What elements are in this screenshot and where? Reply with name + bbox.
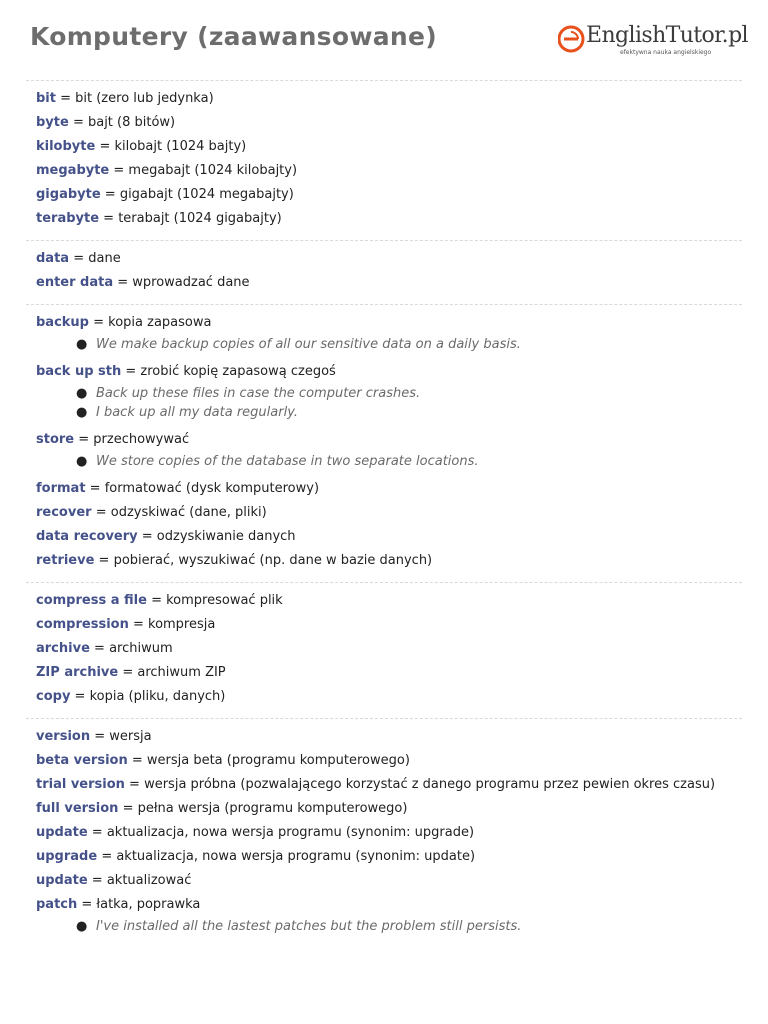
example-text: Back up these files in case the computer crashes.: [96, 386, 421, 401]
example-text: We make backup copies of all our sensitive data on a daily basis.: [96, 337, 521, 352]
example-list: [36, 917, 732, 942]
englishtutor-logo[interactable]: [558, 22, 748, 60]
vocab-entry: [36, 183, 732, 207]
vocab-entry: [36, 477, 732, 501]
vocab-definition: = pełna wersja (programu komputerowego): [118, 801, 408, 816]
vocabulary-section: [26, 240, 742, 304]
vocab-term: store: [36, 432, 75, 447]
example-text: I back up all my data regularly.: [96, 405, 299, 420]
vocab-entry: [36, 207, 732, 231]
vocab-definition: = wersja próbna (pozwalającego korzystać z danego programu przez pewien okres czasu): [124, 777, 716, 792]
vocab-definition: = przechowywać: [74, 432, 190, 447]
vocab-definition: = aktualizacja, nowa wersja programu (synonim: upgrade): [87, 825, 475, 840]
vocab-entry: [36, 773, 732, 797]
vocab-term: ZIP archive: [36, 665, 119, 680]
vocab-entry: [36, 637, 732, 661]
vocab-definition: = wprowadzać dane: [113, 275, 250, 290]
page-title: Komputery (zaawansowane): [30, 22, 437, 51]
vocab-term: update: [36, 873, 88, 888]
vocab-definition: = gigabajt (1024 megabajty): [100, 187, 294, 202]
vocab-entry: [36, 525, 732, 549]
vocab-term: archive: [36, 641, 90, 656]
vocab-definition: = megabajt (1024 kilobajty): [109, 163, 298, 178]
vocabulary-list: [0, 80, 768, 951]
vocab-term: compress a file: [36, 593, 147, 608]
bullet-icon: ●: [76, 386, 88, 401]
vocab-entry: [36, 725, 732, 749]
vocab-entry: [36, 589, 732, 613]
vocab-definition: = odzyskiwać (dane, pliki): [91, 505, 267, 520]
vocab-definition: = aktualizować: [87, 873, 192, 888]
vocab-entry: [36, 845, 732, 869]
vocab-entry: [36, 159, 732, 183]
vocab-entry: [36, 87, 732, 111]
logo-name: EnglishTutor.pl: [586, 23, 748, 48]
example-sentence: [76, 452, 732, 471]
vocabulary-section: [26, 582, 742, 718]
vocab-definition: = zrobić kopię zapasową czegoś: [121, 364, 336, 379]
vocab-definition: = kopia (pliku, danych): [70, 689, 226, 704]
vocab-term: backup: [36, 315, 89, 330]
vocabulary-section: [26, 80, 742, 240]
vocab-definition: = archiwum ZIP: [118, 665, 226, 680]
vocab-term: compression: [36, 617, 129, 632]
example-sentence: [76, 403, 732, 422]
vocab-entry: [36, 360, 732, 384]
example-text: I've installed all the lastest patches but the problem still persists.: [96, 919, 522, 934]
bullet-icon: ●: [76, 919, 88, 934]
bullet-icon: ●: [76, 405, 88, 420]
vocab-entry: [36, 111, 732, 135]
vocab-term: trial version: [36, 777, 125, 792]
example-list: [36, 384, 732, 428]
vocabulary-section: [26, 304, 742, 582]
vocab-entry: [36, 661, 732, 685]
example-text: We store copies of the database in two separate locations.: [96, 454, 479, 469]
vocab-term: copy: [36, 689, 71, 704]
vocab-entry: [36, 869, 732, 893]
vocab-definition: = wersja: [90, 729, 152, 744]
example-list: [36, 452, 732, 477]
vocab-term: kilobyte: [36, 139, 96, 154]
vocab-entry: [36, 311, 732, 335]
vocab-definition: = łatka, poprawka: [77, 897, 201, 912]
vocab-term: retrieve: [36, 553, 95, 568]
vocab-entry: [36, 797, 732, 821]
vocab-term: beta version: [36, 753, 128, 768]
vocab-definition: = terabajt (1024 gigabajty): [99, 211, 282, 226]
vocab-definition: = kompresja: [128, 617, 216, 632]
vocab-term: megabyte: [36, 163, 110, 178]
vocab-definition: = kopia zapasowa: [89, 315, 212, 330]
vocab-term: upgrade: [36, 849, 98, 864]
vocab-term: back up sth: [36, 364, 122, 379]
vocab-term: gigabyte: [36, 187, 101, 202]
example-list: [36, 335, 732, 360]
logo-tagline: efektywna nauka angielskiego: [620, 49, 712, 56]
logo-e-icon: [558, 25, 586, 53]
vocab-term: full version: [36, 801, 119, 816]
vocab-entry: [36, 501, 732, 525]
vocab-entry: [36, 135, 732, 159]
bullet-icon: ●: [76, 454, 88, 469]
vocab-term: enter data: [36, 275, 114, 290]
vocab-term: terabyte: [36, 211, 100, 226]
vocab-definition: = kompresować plik: [146, 593, 283, 608]
vocab-definition: = formatować (dysk komputerowy): [85, 481, 320, 496]
vocab-term: data: [36, 251, 70, 266]
vocab-entry: [36, 271, 732, 295]
vocab-entry: [36, 821, 732, 845]
vocab-definition: = bit (zero lub jedynka): [55, 91, 214, 106]
example-sentence: [76, 384, 732, 403]
vocab-definition: = wersja beta (programu komputerowego): [127, 753, 410, 768]
vocab-definition: = bajt (8 bitów): [68, 115, 176, 130]
vocab-definition: = pobierać, wyszukiwać (np. dane w bazie danych): [94, 553, 433, 568]
vocab-term: format: [36, 481, 86, 496]
vocabulary-section: [26, 718, 742, 951]
vocab-entry: [36, 749, 732, 773]
vocab-term: update: [36, 825, 88, 840]
vocab-term: version: [36, 729, 91, 744]
vocab-entry: [36, 247, 732, 271]
bullet-icon: ●: [76, 337, 88, 352]
example-sentence: [76, 917, 732, 936]
page-header: [0, 0, 768, 80]
vocab-entry: [36, 893, 732, 917]
vocab-definition: = kilobajt (1024 bajty): [95, 139, 247, 154]
vocab-entry: [36, 549, 732, 573]
vocab-entry: [36, 685, 732, 709]
vocab-term: recover: [36, 505, 92, 520]
vocab-term: patch: [36, 897, 78, 912]
vocab-term: data recovery: [36, 529, 138, 544]
vocab-definition: = odzyskiwanie danych: [137, 529, 296, 544]
vocab-entry: [36, 428, 732, 452]
vocab-entry: [36, 613, 732, 637]
vocab-definition: = archiwum: [89, 641, 173, 656]
vocab-definition: = dane: [69, 251, 121, 266]
vocab-term: byte: [36, 115, 69, 130]
vocab-term: bit: [36, 91, 56, 106]
vocab-definition: = aktualizacja, nowa wersja programu (synonim: update): [97, 849, 476, 864]
example-sentence: [76, 335, 732, 354]
